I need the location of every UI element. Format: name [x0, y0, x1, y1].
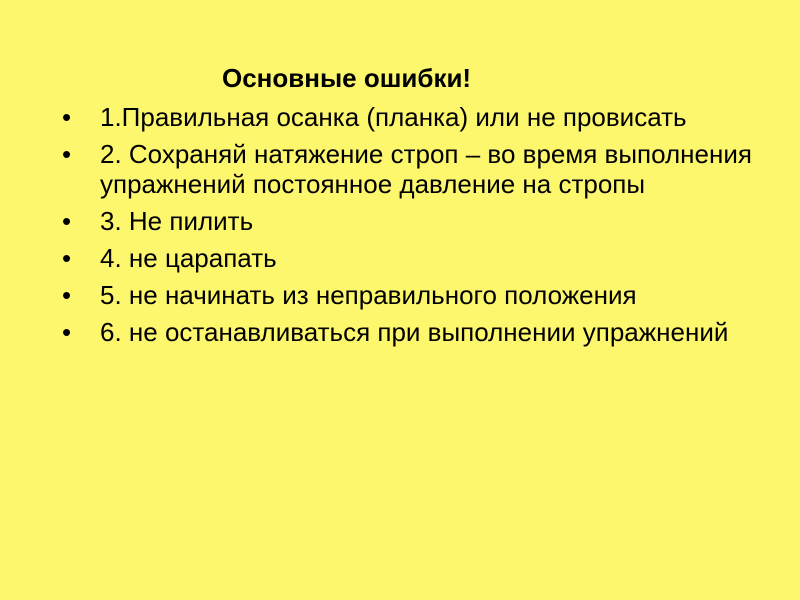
list-item [62, 139, 752, 199]
slide-title: Основные ошибки! [222, 63, 472, 93]
bullet-icon: • [62, 206, 72, 236]
bullet-icon: • [62, 280, 72, 310]
list-item [62, 243, 752, 273]
bullet-icon: • [62, 102, 72, 132]
list-item [62, 102, 752, 132]
list-item-text: 4. не царапать [100, 243, 277, 273]
list-item [62, 206, 752, 236]
list-item-text: 2. Сохраняй натяжение строп – во время выполнения упражнений постоянное давление на стропы [100, 139, 752, 199]
list-item-text: 3. Не пилить [100, 206, 254, 236]
bullet-icon: • [62, 243, 72, 273]
list-item [62, 280, 752, 310]
list-item-text: 6. не останавливаться при выполнении упражнений [100, 317, 729, 347]
bullet-list [62, 102, 752, 354]
list-item-text: 5. не начинать из неправильного положения [100, 280, 637, 310]
bullet-icon: • [62, 317, 72, 347]
list-item-text: 1.Правильная осанка (планка) или не провисать [100, 102, 687, 132]
list-item [62, 317, 752, 347]
bullet-icon: • [62, 139, 72, 169]
